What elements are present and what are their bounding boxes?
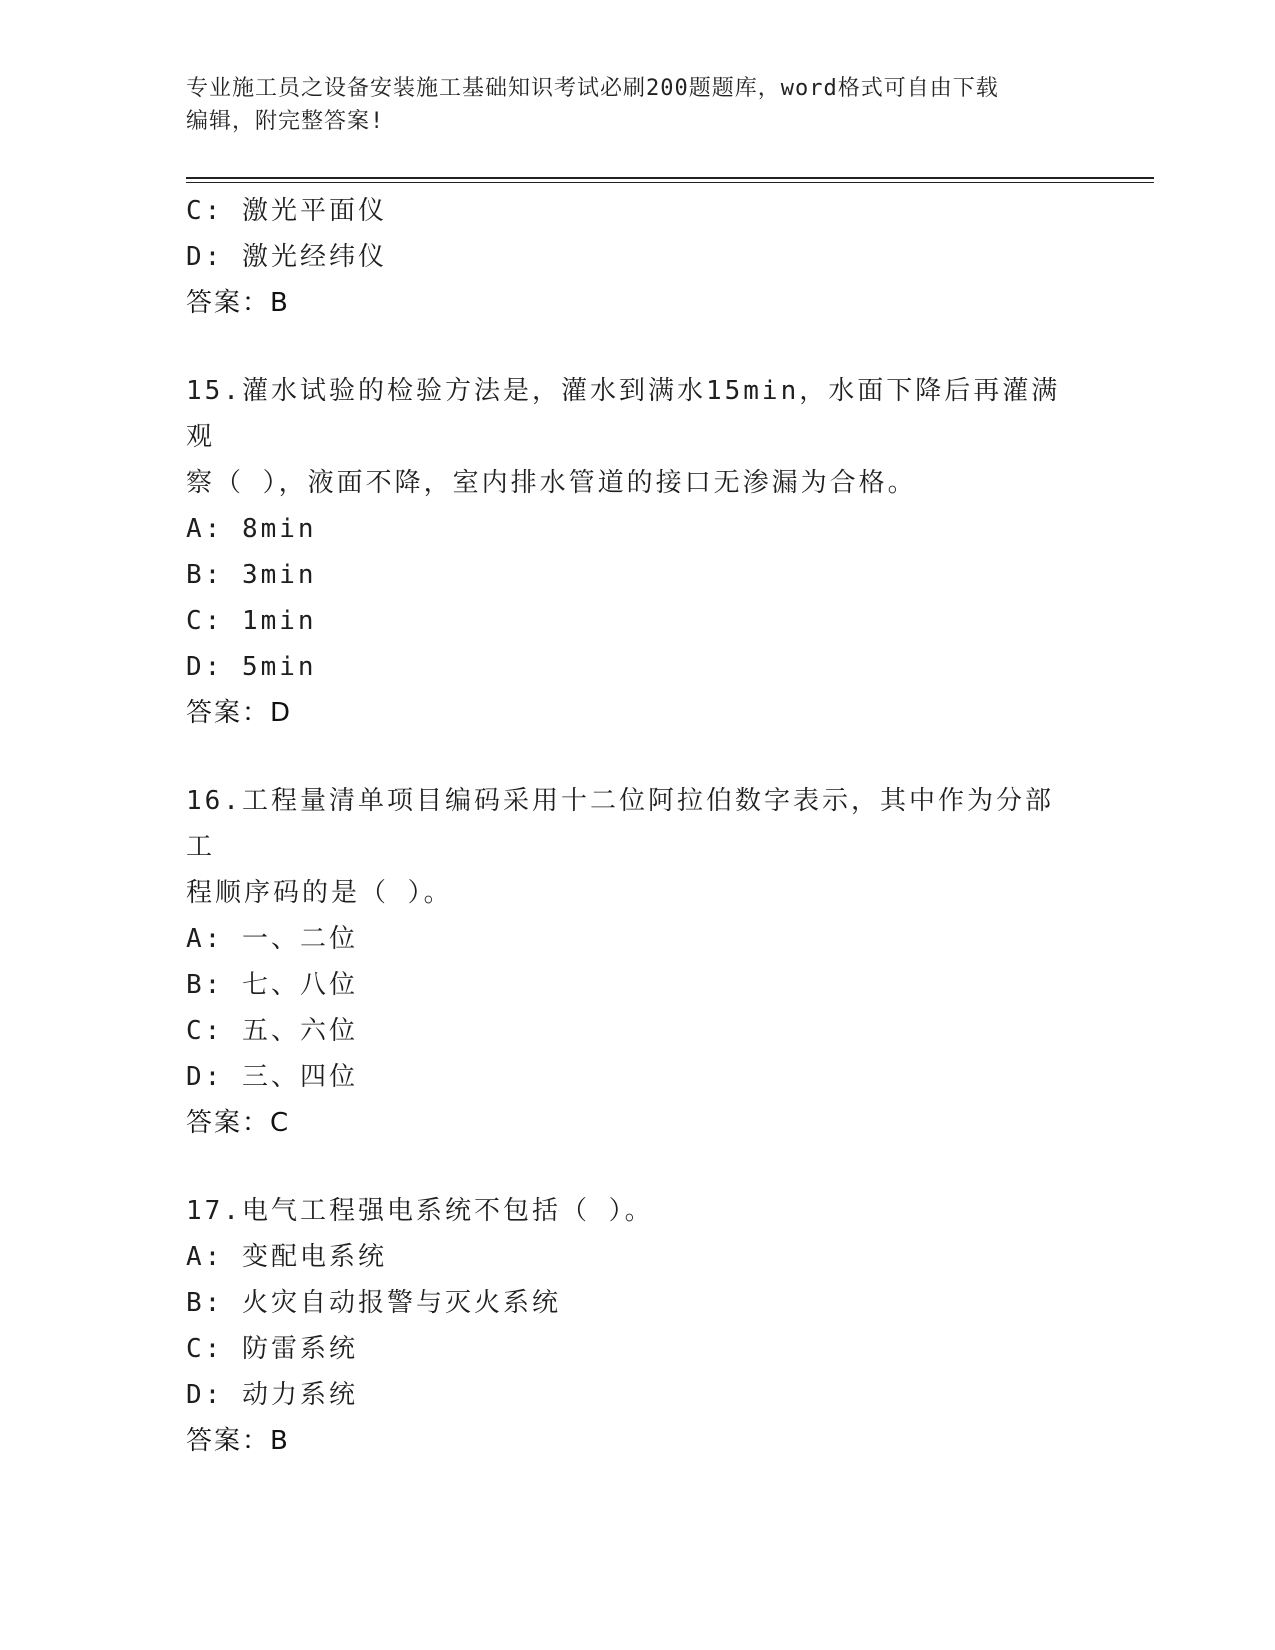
header-line-2: 编辑，附完整答案! <box>186 109 385 134</box>
answer: 答案：C <box>186 1108 291 1138</box>
question-stem-line-2: 程顺序码的是（ ）。 <box>186 878 453 908</box>
spacer <box>186 1146 1066 1188</box>
answer: 答案：D <box>186 698 293 728</box>
option-b: B: 火灾自动报警与灭火系统 <box>186 1288 561 1318</box>
document-body <box>186 188 1066 1464</box>
option-c: C: 防雷系统 <box>186 1334 358 1364</box>
option-c: C: 1min <box>186 606 317 636</box>
header-line-1: 专业施工员之设备安装施工基础知识考试必刷200题题库，word格式可自由下载 <box>186 76 999 101</box>
spacer <box>186 736 1066 778</box>
option-c: C: 激光平面仪 <box>186 196 387 226</box>
option-d: D: 动力系统 <box>186 1380 358 1410</box>
question-14 <box>186 188 1066 326</box>
question-stem-line-1: 15.灌水试验的检验方法是，灌水到满水15min，水面下降后再灌满观 <box>186 376 1061 452</box>
answer: 答案：B <box>186 288 290 318</box>
option-b: B: 3min <box>186 560 317 590</box>
option-b: B: 七、八位 <box>186 970 358 1000</box>
question-stem-line-1: 16.工程量清单项目编码采用十二位阿拉伯数字表示，其中作为分部工 <box>186 786 1054 862</box>
option-a: A: 一、二位 <box>186 924 358 954</box>
header-rule-thick <box>186 177 1154 179</box>
spacer <box>186 326 1066 368</box>
option-a: A: 8min <box>186 514 317 544</box>
document-header <box>186 72 1066 138</box>
option-c: C: 五、六位 <box>186 1016 358 1046</box>
question-17 <box>186 1188 1066 1464</box>
option-d: D: 激光经纬仪 <box>186 242 387 272</box>
answer: 答案：B <box>186 1426 290 1456</box>
question-16 <box>186 778 1066 1146</box>
option-d: D: 三、四位 <box>186 1062 358 1092</box>
question-stem-line-1: 17.电气工程强电系统不包括（ ）。 <box>186 1196 654 1226</box>
question-15 <box>186 368 1066 736</box>
option-a: A: 变配电系统 <box>186 1242 387 1272</box>
option-d: D: 5min <box>186 652 317 682</box>
header-rule-thin <box>186 182 1154 183</box>
question-stem-line-2: 察（ ），液面不降，室内排水管道的接口无渗漏为合格。 <box>186 468 917 498</box>
